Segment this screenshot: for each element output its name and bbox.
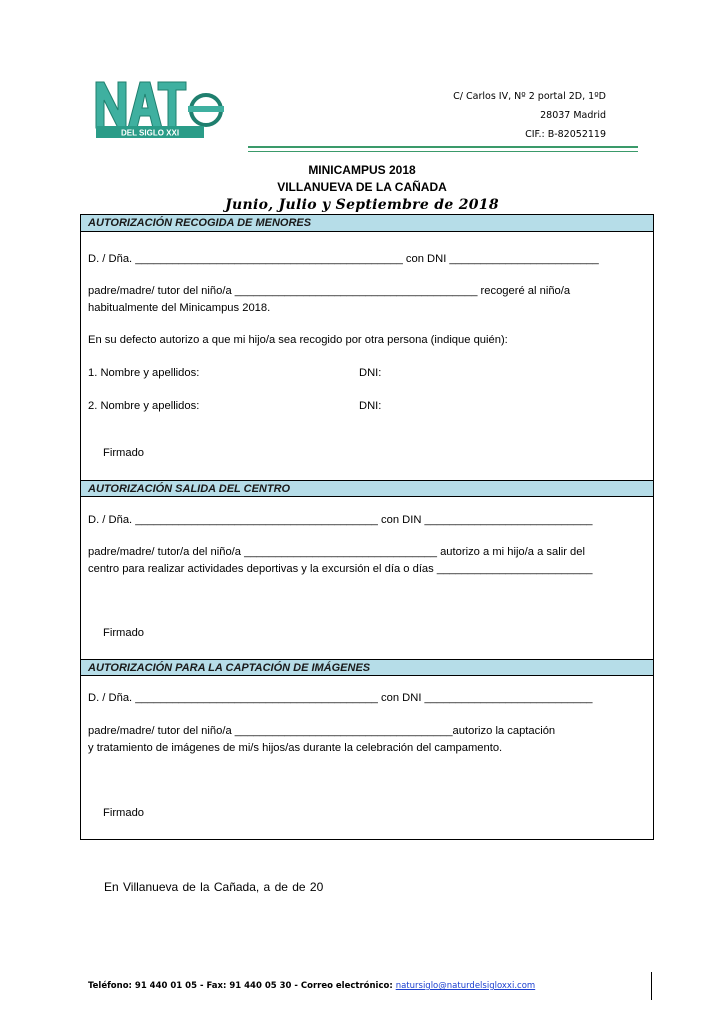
section-exit-header: AUTORIZACIÓN SALIDA DEL CENTRO: [81, 480, 653, 497]
s1-signature[interactable]: Firmado: [103, 447, 145, 459]
place-date-line[interactable]: En Villanueva de la Cañada, a de de 20: [104, 880, 324, 894]
s3-name-dni-line[interactable]: D. / Dña. _______________________________________ con DNI ___________________________: [88, 692, 593, 704]
address-line-2: 28037 Madrid: [540, 110, 606, 121]
s3-images-line: y tratamiento de imágenes de mi/s hijos/as durante la celebración del campamento.: [88, 742, 503, 754]
s1-other-person-line: En su defecto autorizo a que mi hijo/a sea recogido por otra persona (indique quién):: [88, 334, 508, 346]
s3-signature[interactable]: Firmado: [103, 807, 145, 819]
section-images-header: AUTORIZACIÓN PARA LA CAPTACIÓN DE IMÁGENES: [81, 659, 653, 676]
footer-email-link[interactable]: natursiglo@naturdelsigloxxi.com: [395, 981, 536, 991]
s1-habitual-line: habitualmente del Minicampus 2018.: [88, 302, 271, 314]
logo-subtitle: DEL SIGLO XXI: [120, 128, 180, 138]
s1-person2-dni[interactable]: DNI:: [359, 400, 382, 412]
doc-title: MINICAMPUS 2018: [308, 163, 416, 177]
authorization-form: [80, 214, 654, 840]
footer-contact: [88, 981, 535, 991]
header-rule: [248, 146, 638, 148]
s2-name-dni-line[interactable]: D. / Dña. _______________________________________ con DIN ___________________________: [88, 514, 593, 526]
s1-guardian-line[interactable]: padre/madre/ tutor del niño/a _______________________________________ recogeré al niño/a: [88, 285, 571, 297]
company-address: [453, 87, 606, 144]
header-rule-thin: [248, 151, 638, 152]
s2-guardian-line[interactable]: padre/madre/ tutor/a del niño/a _______________________________ autorizo a mi hijo/a a salir del: [88, 546, 585, 558]
footer-contact-text: Teléfono: 91 440 01 05 - Fax: 91 440 05 30 - Correo electrónico:: [88, 981, 393, 991]
s3-guardian-line[interactable]: padre/madre/ tutor del niño/a ___________________________________autorizo la captación: [88, 725, 556, 737]
s1-person1-dni[interactable]: DNI:: [359, 367, 382, 379]
s1-person1-label[interactable]: 1. Nombre y apellidos:: [88, 367, 200, 379]
s2-activities-line[interactable]: centro para realizar actividades deportivas y la excursión el día o días _________________________: [88, 563, 593, 575]
address-line-3: CIF.: B-82052119: [525, 129, 606, 140]
address-line-1: C/ Carlos IV, Nº 2 portal 2D, 1ºD: [453, 91, 606, 102]
natur-logo: [88, 70, 228, 140]
s1-person2-label[interactable]: 2. Nombre y apellidos:: [88, 400, 200, 412]
doc-dates: Junio, Julio y Septiembre de 2018: [225, 197, 499, 213]
s2-signature[interactable]: Firmado: [103, 627, 145, 639]
s1-name-dni-line[interactable]: D. / Dña. ___________________________________________ con DNI ________________________: [88, 253, 599, 265]
doc-location: VILLANUEVA DE LA CAÑADA: [277, 180, 447, 194]
section-pickup-header: AUTORIZACIÓN RECOGIDA DE MENORES: [81, 215, 653, 232]
footer-divider: [651, 972, 652, 1000]
